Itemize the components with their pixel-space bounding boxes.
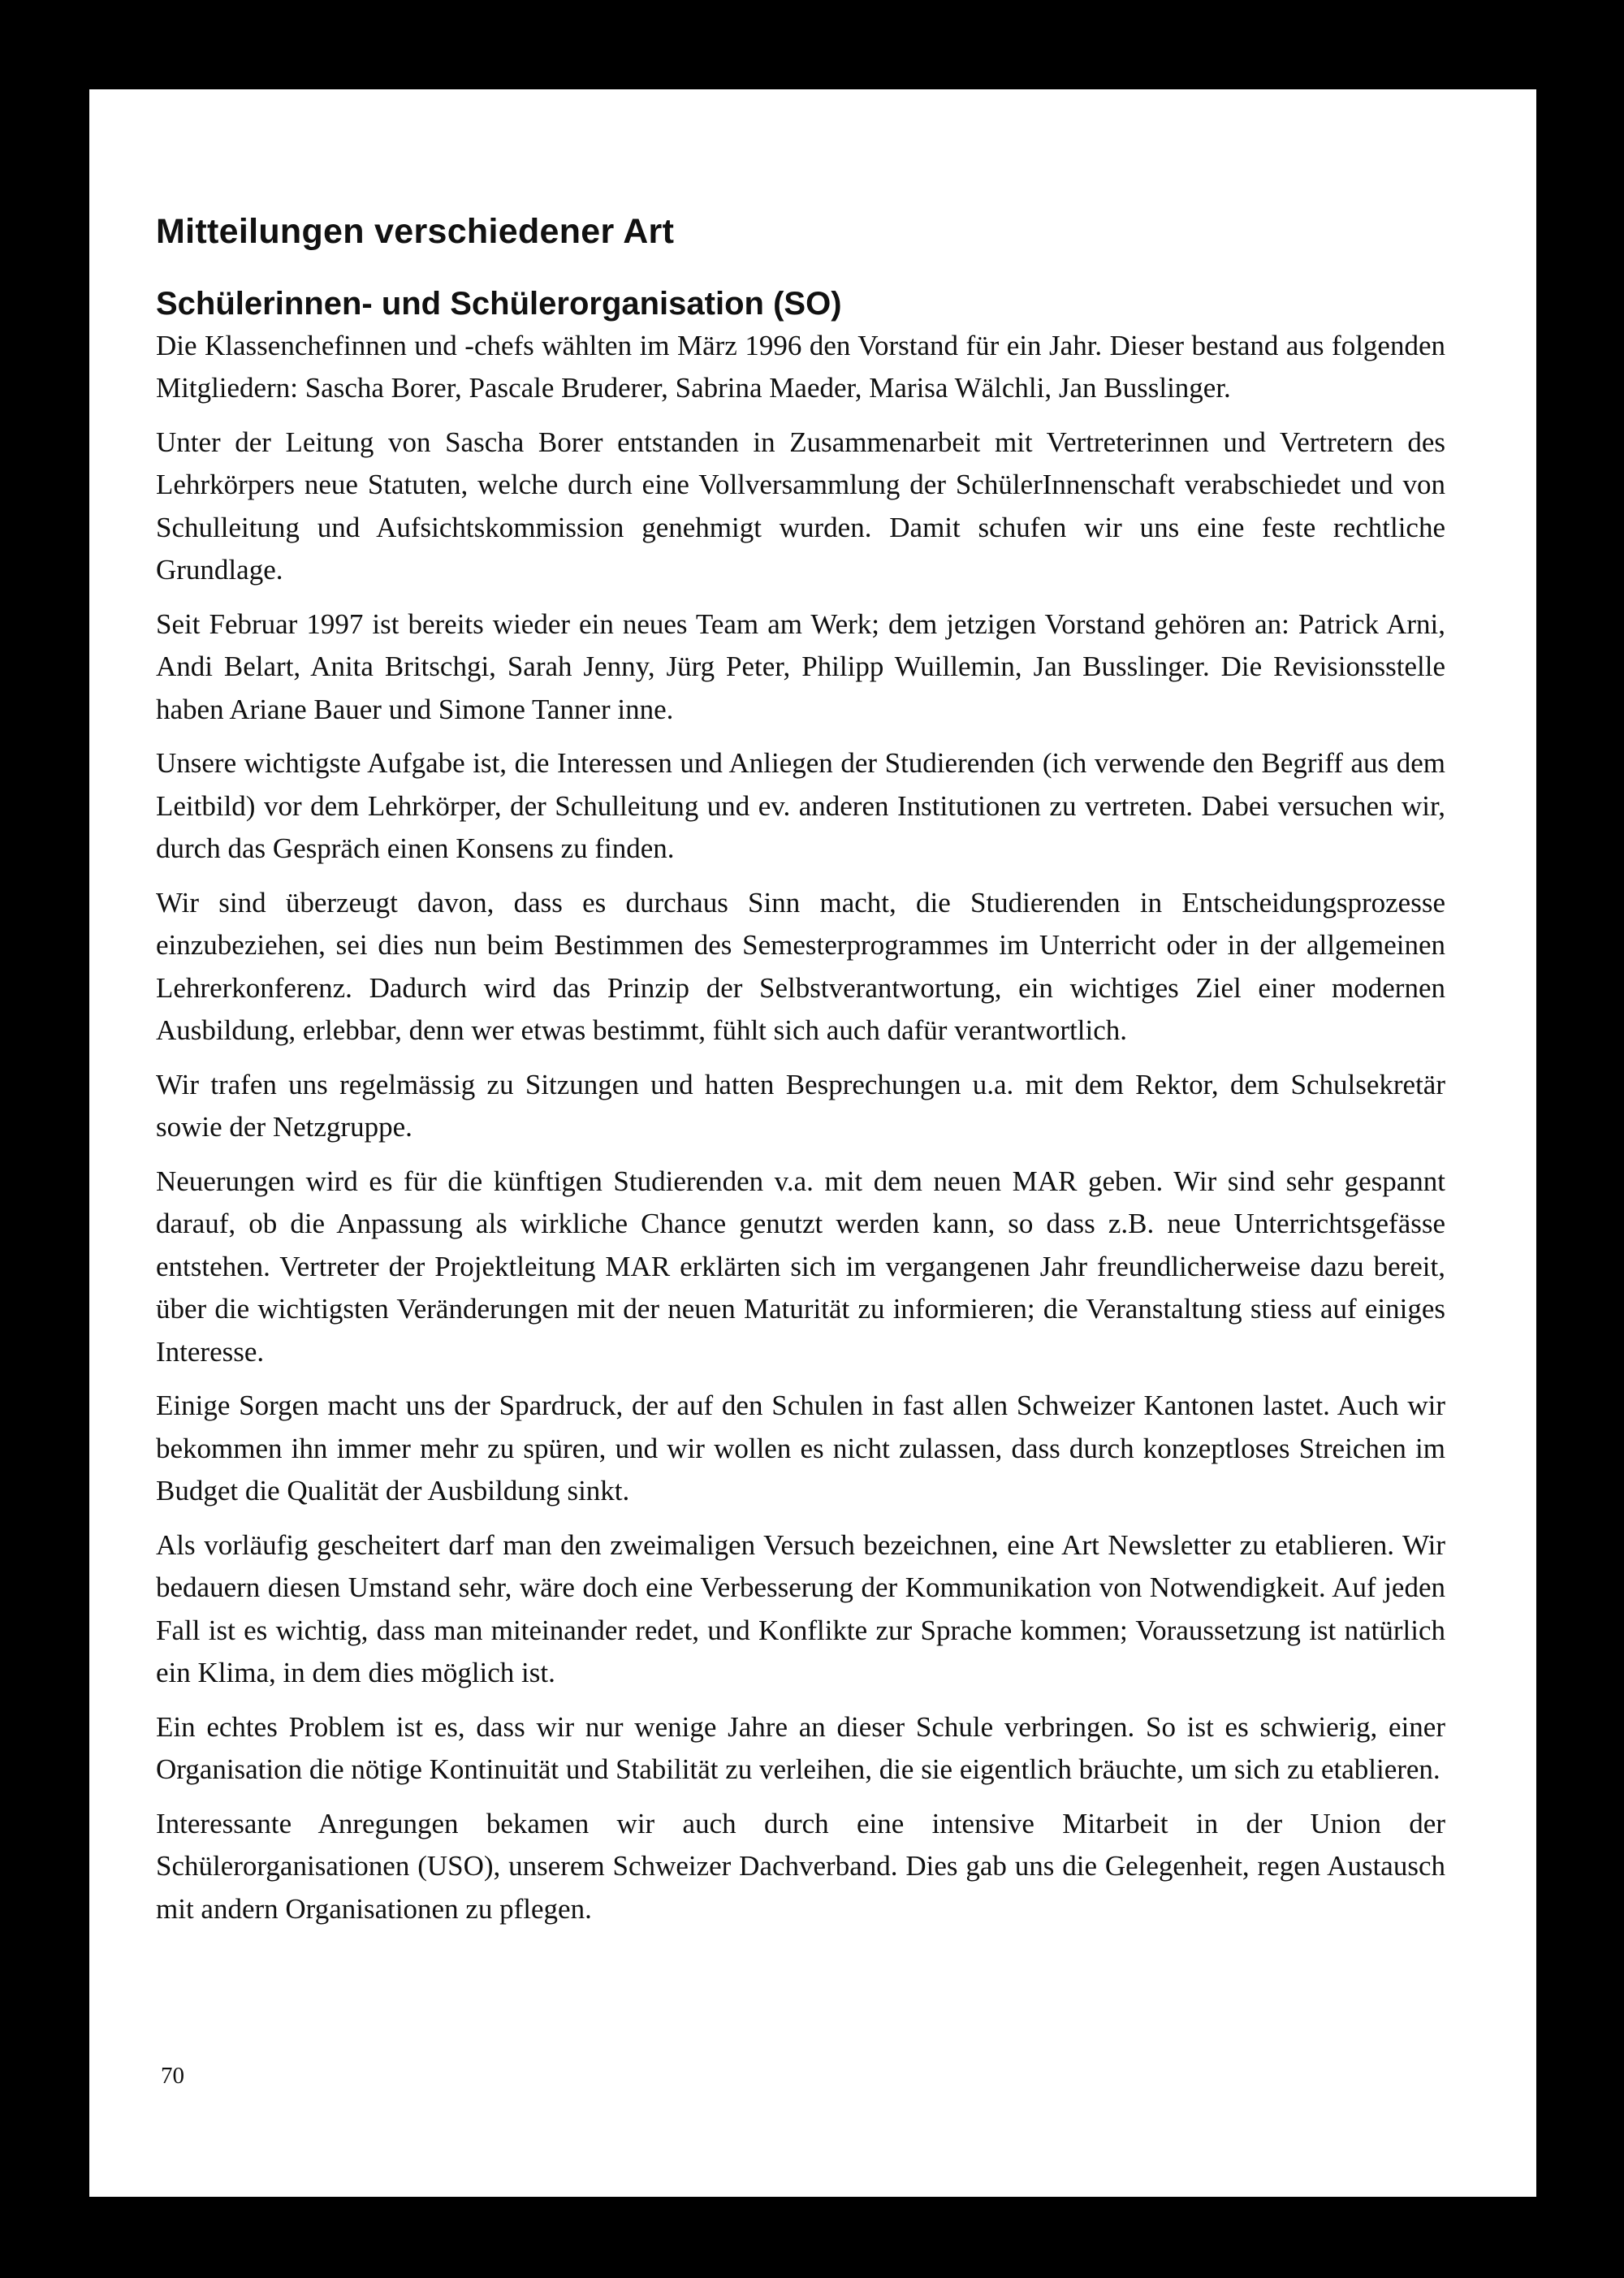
paragraph: Die Klassenchefinnen und -chefs wählten im März 1996 den Vorstand für ein Jahr. Dieser bestand aus folgenden Mitgliedern: Sascha Borer, Pascale Bruderer, Sabrina Maeder, Marisa Wälchli, Jan Busslinger.	[156, 329, 1445, 404]
page-number: 70	[161, 2063, 184, 2089]
paragraph: Wir trafen uns regelmässig zu Sitzungen und hatten Besprechungen u.a. mit dem Rektor, dem Schulsekretär sowie der Netzgruppe.	[156, 1068, 1445, 1143]
paragraph: Unsere wichtigste Aufgabe ist, die Interessen und Anliegen der Studierenden (ich verwende den Begriff aus dem Leitbild) vor dem Lehrkörper, der Schulleitung und ev. anderen Institutionen zu vertreten. Dabei versuchen wir, durch das Gespräch einen Konsens zu finden.	[156, 747, 1445, 865]
paragraph: Seit Februar 1997 ist bereits wieder ein neues Team am Werk; dem jetzigen Vorstand gehören an: Patrick Arni, Andi Belart, Anita Britschgi, Sarah Jenny, Jürg Peter, Philipp Wuillemin, Jan Busslinger. Die Revisionsstelle haben Ariane Bauer und Simone Tanner inne.	[156, 607, 1445, 725]
page-content	[156, 211, 1445, 1942]
paragraph: Ein echtes Problem ist es, dass wir nur wenige Jahre an dieser Schule verbringen. So ist es schwierig, einer Organisation die nötige Kontinuität und Stabilität zu verleihen, die sie eigentlich bräuchte, um sich zu etablieren.	[156, 1710, 1445, 1786]
paragraph: Interessante Anregungen bekamen wir auch durch eine intensive Mitarbeit in der Union der Schülerorganisationen (USO), unserem Schweizer Dachverband. Dies gab uns die Gelegenheit, regen Austausch mit andern Organisationen zu pflegen.	[156, 1807, 1445, 1925]
paragraph: Wir sind überzeugt davon, dass es durchaus Sinn macht, die Studierenden in Entscheidungsprozesse einzubeziehen, sei dies nun beim Bestimmen des Semesterprogrammes im Unterricht oder in der allgemeinen Lehrerkonferenz. Dadurch wird das Prinzip der Selbstverantwortung, ein wichtiges Ziel einer modernen Ausbildung, erlebbar, denn wer etwas bestimmt, fühlt sich auch dafür verantwortlich.	[156, 886, 1445, 1047]
paragraph: Unter der Leitung von Sascha Borer entstanden in Zusammenarbeit mit Vertreterinnen und Vertretern des Lehrkörpers neue Statuten, welche durch eine Vollversammlung der SchülerInnenschaft verabschiedet und von Schulleitung und Aufsichtskommission genehmigt wurden. Damit schufen wir uns eine feste rechtliche Grundlage.	[156, 426, 1445, 586]
paragraph: Einige Sorgen macht uns der Spardruck, der auf den Schulen in fast allen Schweizer Kantonen lastet. Auch wir bekommen ihn immer mehr zu spüren, und wir wollen es nicht zulassen, dass durch konzeptloses Streichen im Budget die Qualität der Ausbildung sinkt.	[156, 1390, 1445, 1507]
page-title: Mitteilungen verschiedener Art	[156, 212, 675, 251]
paragraph: Neuerungen wird es für die künftigen Studierenden v.a. mit dem neuen MAR geben. Wir sind sehr gespannt darauf, ob die Anpassung als wirkliche Chance genutzt werden kann, so dass z.B. neue Unterrichtsgefässe entstehen. Vertreter der Projektleitung MAR erklärten sich im vergangenen Jahr freundlicherweise dazu bereit, über die wichtigsten Veränderungen mit der neuen Maturität zu informieren; die Veranstaltung stiess auf einiges Interesse.	[156, 1165, 1445, 1368]
document-page	[89, 89, 1536, 2197]
section-heading: Schülerinnen- und Schülerorganisation (SO)	[156, 285, 842, 322]
paragraph: Als vorläufig gescheitert darf man den zweimaligen Versuch bezeichnen, eine Art Newsletter zu etablieren. Wir bedauern diesen Umstand sehr, wäre doch eine Verbesserung der Kommunikation von Notwendigkeit. Auf jeden Fall ist es wichtig, dass man miteinander redet, und Konflikte zur Sprache kommen; Voraussetzung ist natürlich ein Klima, in dem dies möglich ist.	[156, 1528, 1445, 1689]
